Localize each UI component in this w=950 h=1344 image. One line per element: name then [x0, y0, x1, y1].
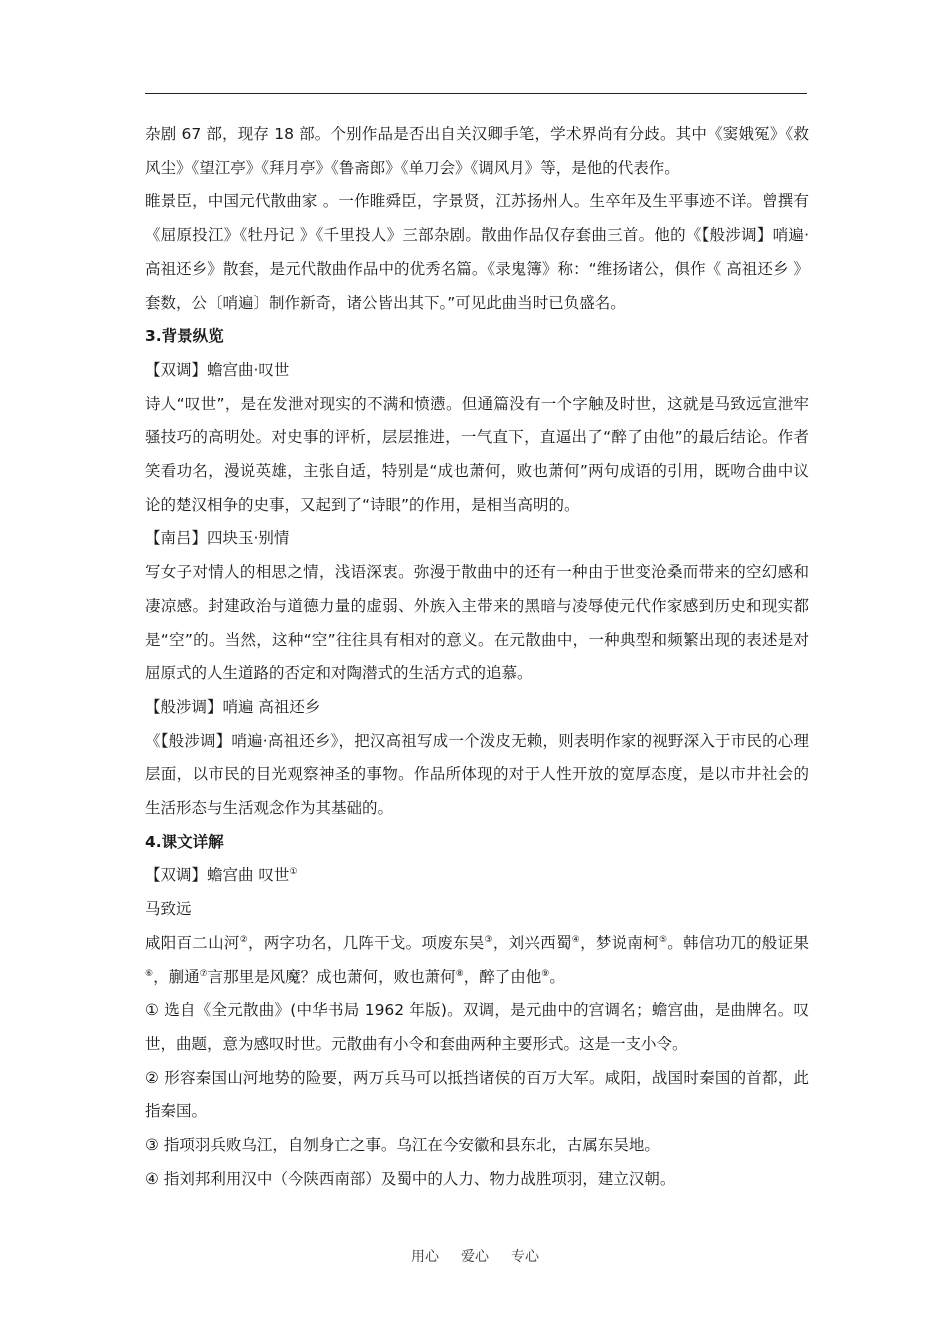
footer-word-2: 爱心 — [461, 1249, 489, 1265]
footnote-mark: ③ — [484, 934, 493, 945]
poem-fragment: ，蒯通 — [153, 967, 200, 986]
poem-fragment: 言那里是风魔？成也萧何，败也萧何 — [207, 967, 456, 986]
poem-fragment: 。 — [549, 967, 565, 986]
poem-text — [145, 927, 809, 994]
subheading-poem-title — [145, 859, 809, 893]
footnote-1: ① 选自《全元散曲》(中华书局 1962 年版)。双调，是元曲中的宫调名；蟾宫曲，是曲牌名。叹世，曲题，意为感叹时世。元散曲有小令和套曲两种主要形式。这是一支小令。 — [145, 1001, 809, 1053]
poem-fragment: ，醉了由他 — [463, 967, 542, 986]
footer-word-3: 专心 — [511, 1249, 539, 1265]
footnote-mark: ⑦ — [199, 968, 208, 979]
section-heading-text-detail: 4.课文详解 — [145, 832, 224, 851]
subheading-sikuaiyu-bieqing: 【南吕】四块玉·别情 — [145, 529, 290, 548]
poem-fragment: ，两字功名，几阵干戈。项废东吴 — [247, 933, 485, 952]
paragraph-tanshi: 诗人“叹世”，是在发泄对现实的不满和愤懑。但通篇没有一个字触及时世，这就是马致远宣泄牢骚技巧的高明处。对史事的评析，层层推进，一气直下，直逼出了“醉了由他”的最后结论。作者笑看功名，漫说英雄，主张自适，特别是“成也萧何，败也萧何”两句成语的引用，既吻合曲中议论的楚汉相争的史事，又起到了“诗眼”的作用，是相当高明的。 — [145, 394, 809, 514]
paragraph-sui-jingchen: 睢景臣，中国元代散曲家 。一作睢舜臣，字景贤，江苏扬州人。生卒年及生平事迹不详。曾撰有《屈原投江》《牡丹记 》《千里投人》三部杂剧。散曲作品仅存套曲三首。他的《【般涉调】哨遍·高祖还乡》散套，是元代散曲作品中的优秀名篇。《录鬼簿》称：“维扬诸公，俱作《 高祖还乡 》套数，公〔哨遍〕制作新奇，诸公皆出其下。”可见此曲当时已负盛名。 — [145, 192, 809, 312]
paragraph-guan-hanqing-works: 杂剧 67 部，现存 18 部。个别作品是否出自关汉卿手笔，学术界尚有分歧。其中《窦娥冤》《救风尘》《望江亭》《拜月亭》《鲁斋郎》《单刀会》《调风月》等，是他的代表作。 — [145, 125, 809, 177]
poem-fragment: ，刘兴西蜀 — [492, 933, 572, 952]
poem-author: 马致远 — [145, 900, 192, 919]
poem-fragment: 。韩信功兀的般证果 — [667, 933, 809, 952]
header-rule — [145, 93, 807, 94]
footnote-2: ② 形容秦国山河地势的险要，两万兵马可以抵挡诸侯的百万大军。咸阳，战国时秦国的首都，此指秦国。 — [145, 1068, 809, 1121]
footnote-mark: ① — [289, 867, 298, 878]
subheading-chanugong-tanshi: 【双调】蟾宫曲·叹世 — [145, 360, 290, 379]
footnote-mark: ⑤ — [658, 934, 668, 945]
footnote-mark: ② — [239, 934, 248, 945]
poem-title-text: 【双调】蟾宫曲 叹世 — [145, 866, 290, 885]
page-footer — [0, 1246, 950, 1266]
footer-word-1: 用心 — [411, 1249, 439, 1265]
footnote-3: ③ 指项羽兵败乌江，自刎身亡之事。乌江在今安徽和县东北，古属东吴地。 — [145, 1136, 660, 1155]
subheading-shaobian-gaozu: 【般涉调】哨遍 高祖还乡 — [145, 697, 321, 716]
paragraph-gaozu: 《【般涉调】哨遍·高祖还乡》，把汉高祖写成一个泼皮无赖，则表明作家的视野深入于市民的心理层面，以市民的目光观察神圣的事物。作品所体现的对于人性开放的宽厚态度，是以市井社会的生活形态与生活观念作为其基础的。 — [145, 731, 809, 818]
footnote-mark: ④ — [571, 934, 581, 945]
document-body — [145, 118, 809, 1197]
footnote-mark: ⑥ — [145, 968, 154, 979]
paragraph-bieqing: 写女子对情人的相思之情，浅语深衷。弥漫于散曲中的还有一种由于世变沧桑而带来的空幻感和凄凉感。封建政治与道德力量的虚弱、外族入主带来的黑暗与凌辱使元代作家感到历史和现实都是“空”的。当然，这种“空”往往具有相对的意义。在元散曲中，一种典型和频繁出现的表述是对屈原式的人生道路的否定和对陶潜式的生活方式的追慕。 — [145, 563, 809, 683]
footnote-mark: ⑧ — [455, 968, 464, 979]
section-heading-background: 3.背景纵览 — [145, 327, 224, 346]
footnote-mark: ⑨ — [541, 968, 550, 979]
footnote-4: ④ 指刘邦利用汉中（今陕西南部）及蜀中的人力、物力战胜项羽，建立汉朝。 — [145, 1169, 676, 1188]
poem-fragment: 咸阳百二山河 — [145, 933, 240, 952]
poem-fragment: ，梦说南柯 — [580, 933, 659, 952]
